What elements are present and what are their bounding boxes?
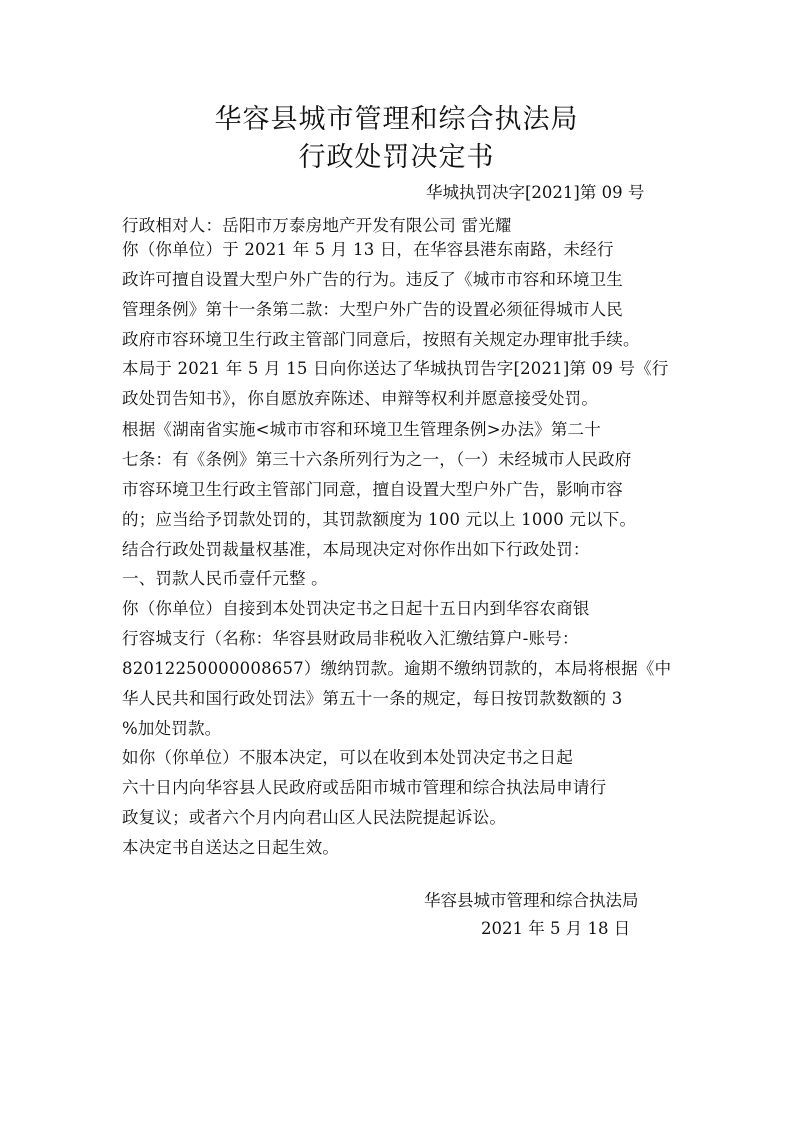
body-line: 本局于 2021 年 5 月 15 日向你送达了华城执罚告字[2021]第 09 号《行 [122,359,669,378]
body-line: 管理条例》第十一条第二款：大型户外广告的设置必须征得城市人民 [122,300,623,319]
body-line: 政处罚告知书》，你自愿放弃陈述、申辩等权利并愿意接受处罚。 [122,389,599,408]
body-line: 你（你单位）自接到本处罚决定书之日起十五日内到华容农商银 [122,599,590,618]
body-line: 六十日内向华容县人民政府或岳阳市城市管理和综合执法局申请行 [122,778,607,797]
body-line: 如你（你单位）不服本决定，可以在收到本处罚决定书之日起 [122,748,573,767]
document-title-line-2: 行政处罚决定书 [298,142,495,173]
signature-organization: 华容县城市管理和综合执法局 [424,891,639,910]
body-line: 政许可擅自设置大型户外广告的行为。违反了《城市市容和环境卫生 [122,270,623,289]
body-line: 你（你单位）于 2021 年 5 月 13 日，在华容县港东南路，未经行 [122,240,614,259]
body-line: %加处罚款。 [122,719,222,738]
body-line: 的；应当给予罚款处罚的，其罚款额度为 100 元以上 1000 元以下。 [122,510,637,529]
body-line: 结合行政处罚裁量权基准，本局现决定对你作出如下行政处罚： [122,540,590,559]
signature-date: 2021 年 5 月 18 日 [481,919,631,938]
body-line: 华人民共和国行政处罚法》第五十一条的规定，每日按罚款数额的 3 [122,689,623,708]
body-line: 七条：有《条例》第三十六条所列行为之一，（一）未经城市人民政府 [122,450,632,469]
body-line: 政府市容环境卫生行政主管部门同意后，按照有关规定办理审批手续。 [122,330,640,349]
document-title-line-1: 华容县城市管理和综合执法局 [214,104,579,135]
party-line: 行政相对人：岳阳市万泰房地产开发有限公司 雷光耀 [122,216,512,235]
document-number: 华城执罚决字[2021]第 09 号 [426,183,645,202]
body-line: 一、罚款人民币壹仟元整 。 [122,569,328,588]
body-line: 市容环境卫生行政主管部门同意，擅自设置大型户外广告，影响市容 [122,480,623,499]
body-line: 政复议；或者六个月内向君山区人民法院提起诉讼。 [122,808,507,827]
body-line: 根据《湖南省实施<城市市容和环境卫生管理条例>办法》第二十 [122,420,601,439]
body-line: 82012250000008657）缴纳罚款。逾期不缴纳罚款的，本局将根据《中 [122,659,672,678]
body-line: 本决定书自送达之日起生效。 [122,838,340,857]
body-line: 行容城支行（名称：华容县财政局非税收入汇缴结算户-账号： [122,629,579,648]
